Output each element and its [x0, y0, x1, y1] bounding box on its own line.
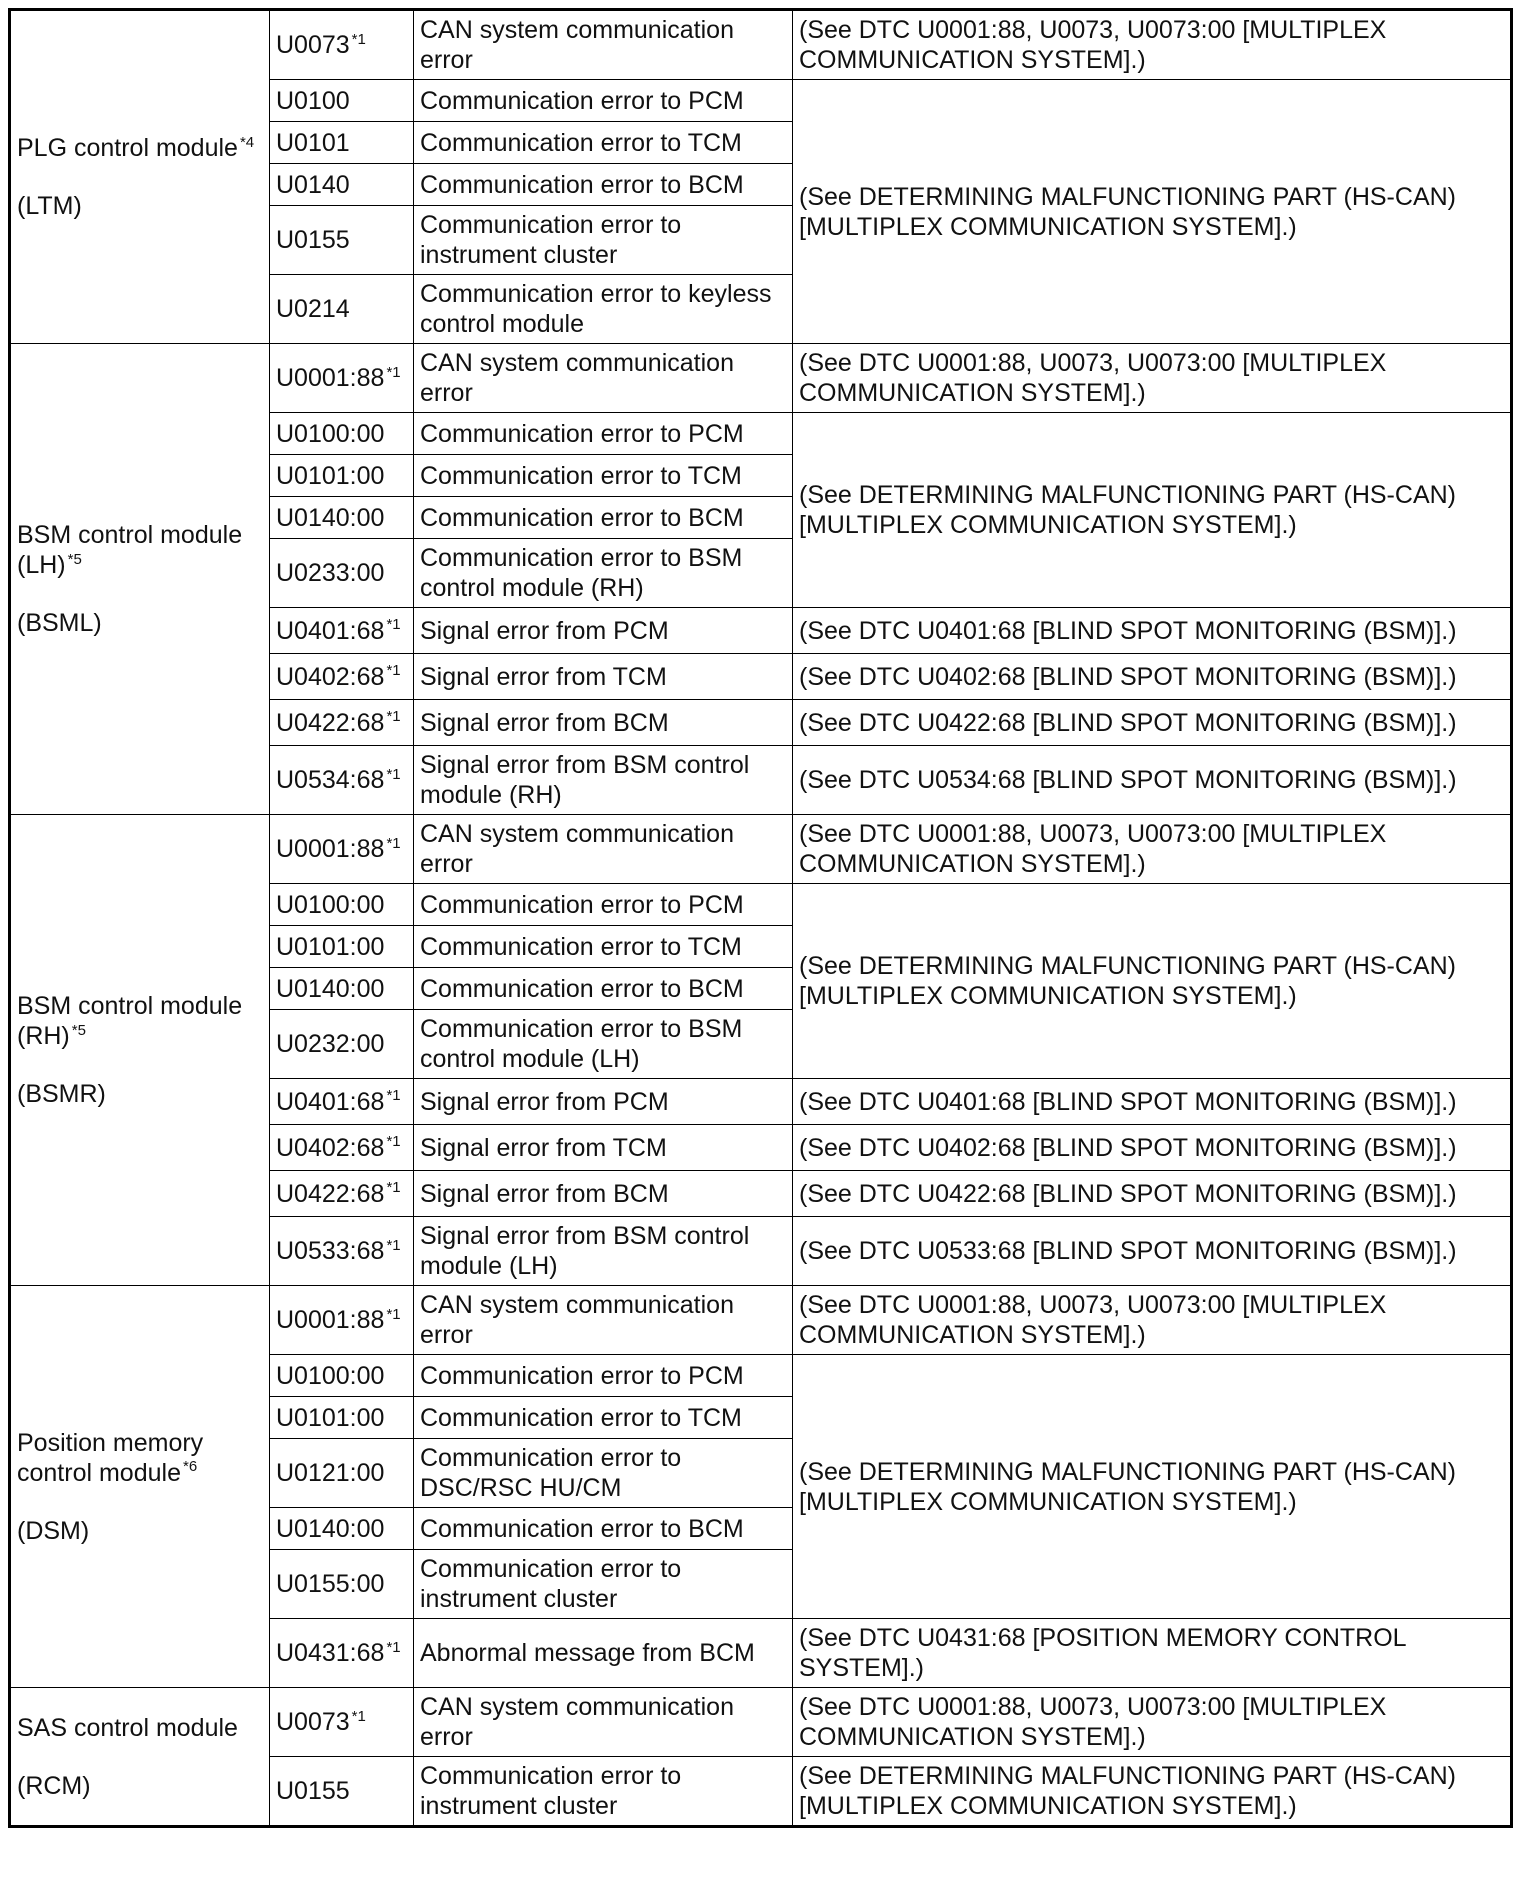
dtc-code: U0232:00 — [276, 1030, 385, 1058]
dtc-note: *1 — [386, 765, 401, 783]
dtc-code: U0431:68 — [276, 1639, 385, 1667]
dtc-reference: (See DTC U0534:68 [BLIND SPOT MONITORING (BSM)].) — [793, 746, 1512, 815]
dtc-code-cell — [270, 344, 414, 413]
dtc-reference: (See DTC U0001:88, U0073, U0073:00 [MULTIPLEX COMMUNICATION SYSTEM].) — [793, 815, 1512, 884]
dtc-code: U0100:00 — [276, 1361, 385, 1390]
dtc-code-cell — [270, 700, 414, 746]
dtc-code: U0422:68 — [276, 708, 385, 737]
dtc-code: U0155 — [276, 1777, 350, 1805]
dtc-reference: (See DTC U0001:88, U0073, U0073:00 [MULTIPLEX COMMUNICATION SYSTEM].) — [793, 1286, 1512, 1355]
dtc-code: U0214 — [276, 295, 350, 323]
dtc-description: Communication error to PCM — [414, 1355, 793, 1397]
dtc-description: Signal error from TCM — [414, 1125, 793, 1171]
dtc-code-cell — [270, 1688, 414, 1757]
dtc-code-cell — [270, 654, 414, 700]
dtc-code-cell — [270, 1010, 414, 1079]
dtc-code-cell — [270, 539, 414, 608]
table-row — [10, 1688, 1512, 1757]
dtc-code: U0155 — [276, 226, 350, 254]
dtc-code: U0101 — [276, 128, 350, 157]
dtc-code-cell — [270, 1217, 414, 1286]
dtc-code: U0001:88 — [276, 835, 385, 863]
module-note: *4 — [239, 133, 255, 151]
dtc-description: CAN system communication error — [414, 1688, 793, 1757]
module-name: SAS control module — [17, 1713, 238, 1742]
dtc-description: Communication error to TCM — [414, 455, 793, 497]
dtc-reference: (See DETERMINING MALFUNCTIONING PART (HS-CAN) [MULTIPLEX COMMUNICATION SYSTEM].) — [793, 80, 1512, 344]
dtc-note: *1 — [351, 30, 366, 48]
dtc-code-cell — [270, 1619, 414, 1688]
dtc-code-cell — [270, 1397, 414, 1439]
dtc-code-cell — [270, 1508, 414, 1550]
dtc-description: Communication error to BCM — [414, 164, 793, 206]
dtc-code-cell — [270, 746, 414, 815]
dtc-code-cell — [270, 968, 414, 1010]
dtc-code: U0101:00 — [276, 461, 385, 490]
dtc-note: *1 — [386, 1133, 401, 1151]
dtc-code: U0534:68 — [276, 766, 385, 794]
dtc-note: *1 — [386, 363, 401, 381]
dtc-code: U0140:00 — [276, 1514, 385, 1543]
module-cell — [10, 815, 270, 1286]
table-row — [10, 815, 1512, 884]
module-abbr: (BSML) — [17, 609, 102, 637]
dtc-description: Communication error to BCM — [414, 968, 793, 1010]
dtc-code: U0401:68 — [276, 1087, 385, 1116]
dtc-note: *1 — [386, 1638, 401, 1656]
dtc-code-cell — [270, 206, 414, 275]
dtc-code-cell — [270, 80, 414, 122]
dtc-code-cell — [270, 1439, 414, 1508]
dtc-description: Communication error to BCM — [414, 497, 793, 539]
dtc-code: U0422:68 — [276, 1179, 385, 1208]
dtc-code-cell — [270, 275, 414, 344]
dtc-reference: (See DETERMINING MALFUNCTIONING PART (HS-CAN) [MULTIPLEX COMMUNICATION SYSTEM].) — [793, 884, 1512, 1079]
dtc-note: *1 — [386, 1236, 401, 1254]
dtc-code-cell — [270, 1550, 414, 1619]
dtc-description: Communication error to BSM control module (RH) — [414, 539, 793, 608]
dtc-description: Signal error from BSM control module (LH) — [414, 1217, 793, 1286]
table-row — [10, 344, 1512, 413]
dtc-reference: (See DETERMINING MALFUNCTIONING PART (HS-CAN) [MULTIPLEX COMMUNICATION SYSTEM].) — [793, 1355, 1512, 1619]
dtc-note: *1 — [386, 662, 401, 680]
dtc-description: Signal error from PCM — [414, 608, 793, 654]
dtc-code-cell — [270, 455, 414, 497]
dtc-code-cell — [270, 413, 414, 455]
dtc-reference: (See DTC U0402:68 [BLIND SPOT MONITORING (BSM)].) — [793, 654, 1512, 700]
dtc-reference: (See DTC U0401:68 [BLIND SPOT MONITORING (BSM)].) — [793, 1079, 1512, 1125]
dtc-code-cell — [270, 10, 414, 80]
dtc-note: *1 — [386, 1179, 401, 1197]
dtc-note: *1 — [386, 616, 401, 634]
module-name: Position memory control module — [17, 1428, 204, 1487]
dtc-code: U0140:00 — [276, 974, 385, 1003]
dtc-description: CAN system communication error — [414, 1286, 793, 1355]
module-abbr: (RCM) — [17, 1771, 91, 1800]
dtc-description: Communication error to TCM — [414, 1397, 793, 1439]
module-note: *5 — [67, 550, 82, 568]
dtc-description: Signal error from BCM — [414, 1171, 793, 1217]
dtc-reference: (See DTC U0533:68 [BLIND SPOT MONITORING (BSM)].) — [793, 1217, 1512, 1286]
dtc-description: Communication error to TCM — [414, 926, 793, 968]
dtc-description: Communication error to PCM — [414, 884, 793, 926]
dtc-description: Signal error from BCM — [414, 700, 793, 746]
dtc-reference: (See DTC U0402:68 [BLIND SPOT MONITORING (BSM)].) — [793, 1125, 1512, 1171]
dtc-description: Communication error to instrument cluster — [414, 1757, 793, 1827]
dtc-code: U0155:00 — [276, 1570, 385, 1598]
module-name: PLG control module — [17, 134, 238, 162]
dtc-reference: (See DTC U0422:68 [BLIND SPOT MONITORING (BSM)].) — [793, 700, 1512, 746]
dtc-code-cell — [270, 608, 414, 654]
dtc-description: Communication error to PCM — [414, 80, 793, 122]
dtc-reference: (See DTC U0422:68 [BLIND SPOT MONITORING (BSM)].) — [793, 1171, 1512, 1217]
dtc-code: U0140 — [276, 170, 350, 199]
module-note: *5 — [71, 1021, 86, 1039]
dtc-code-cell — [270, 1286, 414, 1355]
module-name: BSM control module (RH) — [17, 992, 243, 1050]
dtc-table — [8, 8, 1513, 1828]
dtc-note: *1 — [386, 834, 401, 852]
dtc-code: U0140:00 — [276, 503, 385, 532]
dtc-reference: (See DETERMINING MALFUNCTIONING PART (HS-CAN) [MULTIPLEX COMMUNICATION SYSTEM].) — [793, 413, 1512, 608]
dtc-reference: (See DTC U0401:68 [BLIND SPOT MONITORING (BSM)].) — [793, 608, 1512, 654]
dtc-code: U0073 — [276, 1708, 350, 1736]
dtc-code: U0402:68 — [276, 662, 385, 691]
dtc-code-cell — [270, 1125, 414, 1171]
module-cell — [10, 1286, 270, 1688]
module-cell — [10, 10, 270, 344]
dtc-note: *1 — [386, 1087, 401, 1105]
dtc-description: CAN system communication error — [414, 10, 793, 80]
dtc-code: U0100:00 — [276, 419, 385, 448]
dtc-description: Communication error to keyless control module — [414, 275, 793, 344]
dtc-code: U0533:68 — [276, 1237, 385, 1265]
module-note: *6 — [182, 1458, 198, 1476]
dtc-code-cell — [270, 1079, 414, 1125]
dtc-reference: (See DTC U0431:68 [POSITION MEMORY CONTROL SYSTEM].) — [793, 1619, 1512, 1688]
dtc-code: U0402:68 — [276, 1133, 385, 1162]
module-name: BSM control module (LH) — [17, 521, 243, 579]
dtc-reference: (See DETERMINING MALFUNCTIONING PART (HS-CAN) [MULTIPLEX COMMUNICATION SYSTEM].) — [793, 1757, 1512, 1827]
dtc-code-cell — [270, 1171, 414, 1217]
dtc-code-cell — [270, 926, 414, 968]
dtc-code-cell — [270, 884, 414, 926]
dtc-description: Communication error to TCM — [414, 122, 793, 164]
dtc-code-cell — [270, 497, 414, 539]
dtc-code: U0101:00 — [276, 1403, 385, 1432]
dtc-note: *1 — [351, 1707, 366, 1725]
dtc-code: U0001:88 — [276, 1306, 385, 1334]
module-abbr: (BSMR) — [17, 1080, 106, 1108]
module-abbr: (LTM) — [17, 192, 82, 220]
dtc-code-cell — [270, 122, 414, 164]
dtc-description: Communication error to BSM control module (LH) — [414, 1010, 793, 1079]
dtc-note: *1 — [386, 1305, 401, 1323]
dtc-description: Communication error to BCM — [414, 1508, 793, 1550]
dtc-code-cell — [270, 1355, 414, 1397]
dtc-reference: (See DTC U0001:88, U0073, U0073:00 [MULTIPLEX COMMUNICATION SYSTEM].) — [793, 10, 1512, 80]
table-row — [10, 1286, 1512, 1355]
dtc-code: U0121:00 — [276, 1459, 385, 1487]
dtc-code: U0001:88 — [276, 364, 385, 392]
dtc-description: Signal error from BSM control module (RH) — [414, 746, 793, 815]
module-cell — [10, 1688, 270, 1827]
dtc-code-cell — [270, 1757, 414, 1827]
dtc-code: U0233:00 — [276, 559, 385, 587]
dtc-description: Signal error from TCM — [414, 654, 793, 700]
dtc-code: U0100:00 — [276, 890, 385, 919]
dtc-description: Communication error to instrument cluster — [414, 1550, 793, 1619]
dtc-reference: (See DTC U0001:88, U0073, U0073:00 [MULTIPLEX COMMUNICATION SYSTEM].) — [793, 344, 1512, 413]
dtc-code: U0100 — [276, 86, 350, 115]
dtc-description: Abnormal message from BCM — [414, 1619, 793, 1688]
module-cell — [10, 344, 270, 815]
dtc-description: Communication error to instrument cluster — [414, 206, 793, 275]
module-abbr: (DSM) — [17, 1516, 90, 1545]
dtc-code-cell — [270, 815, 414, 884]
dtc-description: Communication error to DSC/RSC HU/CM — [414, 1439, 793, 1508]
table-row — [10, 10, 1512, 80]
dtc-description: Communication error to PCM — [414, 413, 793, 455]
dtc-description: CAN system communication error — [414, 815, 793, 884]
dtc-code: U0101:00 — [276, 932, 385, 961]
dtc-note: *1 — [386, 708, 401, 726]
dtc-reference: (See DTC U0001:88, U0073, U0073:00 [MULTIPLEX COMMUNICATION SYSTEM].) — [793, 1688, 1512, 1757]
dtc-description: Signal error from PCM — [414, 1079, 793, 1125]
dtc-description: CAN system communication error — [414, 344, 793, 413]
dtc-code: U0401:68 — [276, 616, 385, 645]
dtc-code: U0073 — [276, 31, 350, 59]
dtc-code-cell — [270, 164, 414, 206]
